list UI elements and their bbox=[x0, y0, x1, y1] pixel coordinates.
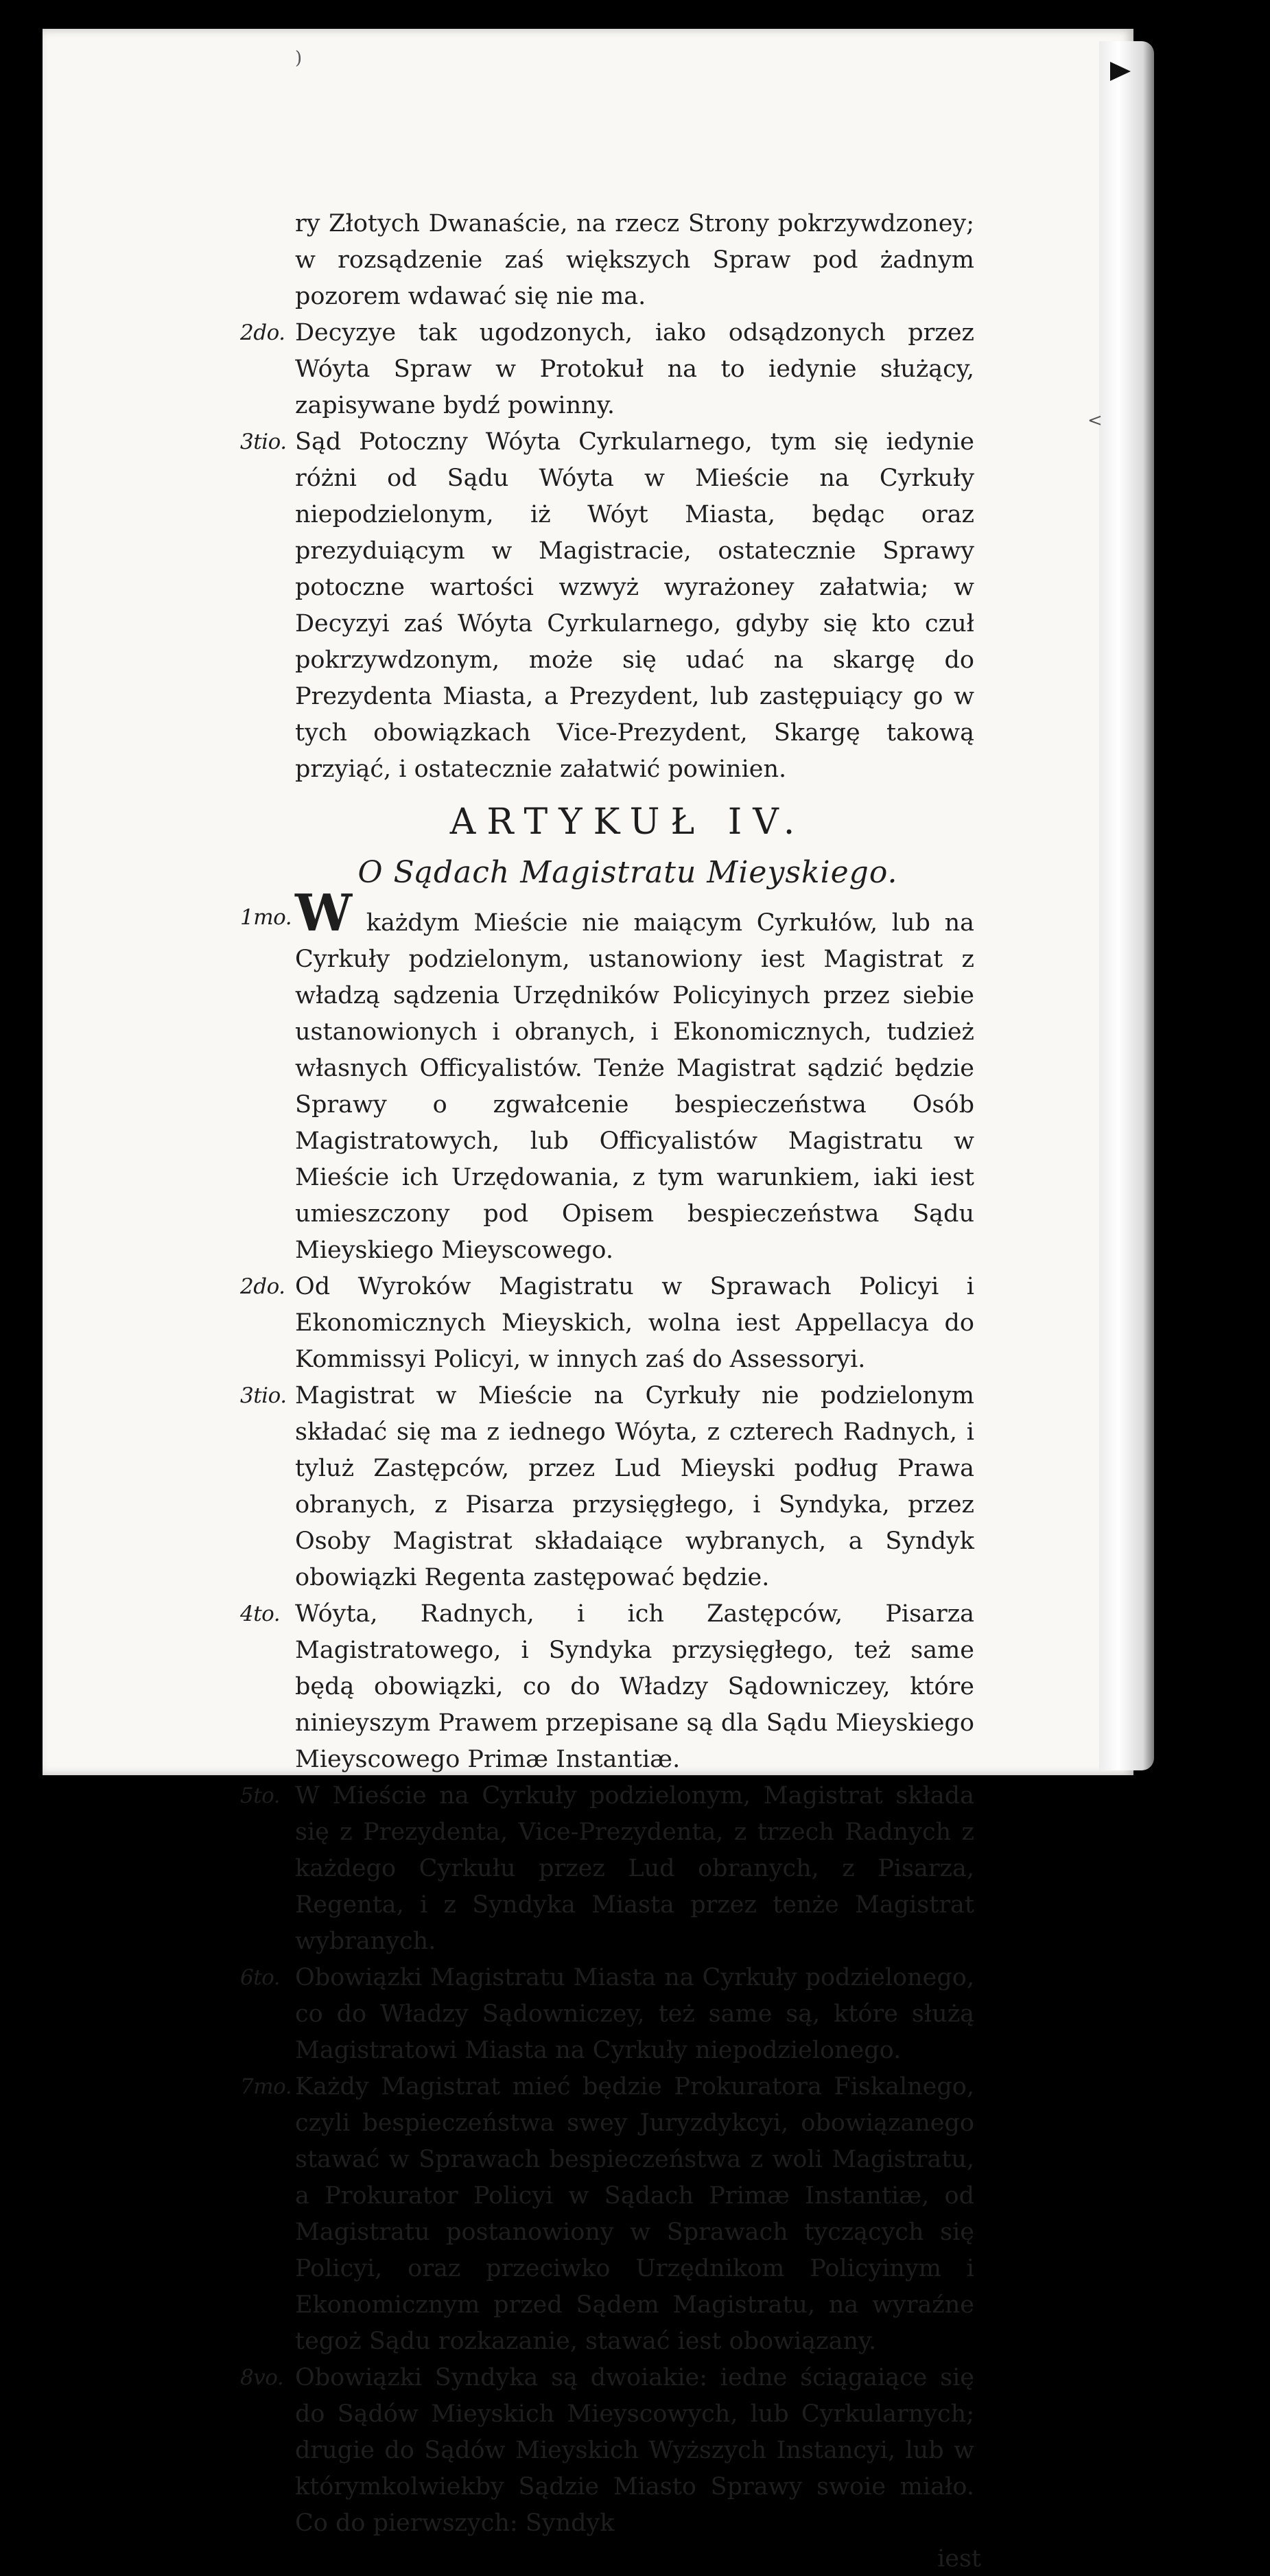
paragraph-number: 3tio. bbox=[240, 430, 287, 454]
margin-speck: ) bbox=[295, 48, 303, 69]
paragraph-top-3 bbox=[240, 424, 974, 788]
paragraph-number: 8vo. bbox=[240, 2365, 284, 2390]
paragraph-text: Każdy Magistrat mieć będzie Prokuratora Fiskalnego, czyli bespieczeństwa swey Juryzdykcyi, obowiązanego stawać w Sprawach bespieczeństwa z woli Magistratu, a Prokurator Policyi w Sądach Primæ Instantiæ, od Magistratu postanowiony w Sprawach tyczących się Policyi, oraz przeciwko Urzędnikom Policyinym i Ekonomicznym przed Sądem Magistratu, na wyraźne tegoż Sądu rozkazanie, stawać iest obowiązany. bbox=[295, 2073, 974, 2355]
paragraph-top-2 bbox=[240, 315, 974, 424]
paragraph-4 bbox=[240, 1596, 974, 1778]
paragraph-number: 3tio. bbox=[240, 1383, 287, 1408]
catchword: iest bbox=[937, 2545, 981, 2573]
page-text bbox=[240, 206, 981, 2576]
paragraph-text: Obowiązki Magistratu Miasta na Cyrkuły podzielonego, co do Władzy Sądowniczey, też same są, które służą Magistratowi Miasta na Cyrkuły niepodzielonego. bbox=[295, 1964, 974, 2064]
paragraph-3 bbox=[240, 1378, 974, 1596]
paragraph-text: ry Złotych Dwanaście, na rzecz Strony pokrzywdzoney; w rozsądzenie zaś większych Spraw pod żadnym pozorem wdawać się nie ma. bbox=[295, 210, 974, 310]
paragraph-text: Sąd Potoczny Wóyta Cyrkularnego, tym się iedynie różni od Sądu Wóyta w Mieście na Cyrkuły niepodzielonym, iż Wóyt Miasta, będąc oraz prezyduiącym w Magistracie, ostatecznie Sprawy potoczne wartości wzwyż wyrażoney załatwia; w Decyzyi zaś Wóyta Cyrkularnego, gdyby się kto czuł pokrzywdzonym, może się udać na skargę do Prezydenta Miasta, a Prezydent, lub zastępuiący go w tych obowiązkach Vice-Prezydent, Skargę takową przyiąć, i ostatecznie załatwić powinien. bbox=[295, 428, 974, 783]
paragraph-text: Magistrat w Mieście na Cyrkuły nie podzielonym składać się ma z iednego Wóyta, z czterech Radnych, i tyluż Zastępców, przez Lud Mieyski podług Prawa obranych, z Pisarza przysięgłego, i Syndyka, przez Osoby Magistrat składaiące wybranych, a Syndyk obowiązki Regenta zastępować będzie. bbox=[295, 1382, 974, 1591]
paragraph-text: Obowiązki Syndyka są dwoiakie: iedne ściągaiące się do Sądów Mieyskich Mieyscowych, lub Cyrkularnych; drugie do Sądów Mieyskich Wyższych Instancyi, lub w którymkolwiekby Sądzie Miasto Sprawy swoie miało. Co do pierwszych: Syndyk bbox=[295, 2364, 974, 2537]
paragraph-top-1 bbox=[240, 206, 974, 315]
paragraph-text: Decyzye tak ugodzonych, iako odsądzonych przez Wóyta Spraw w Protokuł na to iedynie służący, zapisywane bydź powinny. bbox=[295, 319, 974, 419]
paragraph-number: 4to. bbox=[240, 1602, 281, 1626]
article-heading: ARTYKUŁ IV. bbox=[449, 801, 806, 843]
paragraph-text: Od Wyroków Magistratu w Sprawach Policyi i Ekonomicznych Mieyskich, wolna iest Appellacya do Kommissyi Policyi, w innych zaś do Assessoryi. bbox=[295, 1273, 974, 1373]
paragraph-2 bbox=[240, 1269, 974, 1378]
paragraph-8 bbox=[240, 2360, 974, 2542]
paragraph-1 bbox=[240, 884, 974, 1269]
paragraph-number: 2do. bbox=[240, 320, 285, 345]
drop-cap: W bbox=[295, 884, 353, 943]
paragraph-text: każdym Mieście nie maiącym Cyrkułów, lub na Cyrkuły podzielonym, ustanowiony iest Magistrat z władzą sądzenia Urzędników Policyinych przez siebie ustanowionych i obranych, i Ekonomicznych, tudzież własnych Officyalistów. Tenże Magistrat sądzić będzie Sprawy o zgwałcenie bespieczeństwa Osób Magistratowych, lub Officyalistów Magistratu w Mieście ich Urzędowania, z tym warunkiem, iaki iest umieszczony pod Opisem bespieczeństwa Sądu Mieyskiego Mieyscowego. bbox=[295, 909, 974, 1264]
paragraph-number: 2do. bbox=[240, 1274, 285, 1299]
margin-speck: < bbox=[1087, 410, 1103, 431]
paragraph-text: Wóyta, Radnych, i ich Zastępców, Pisarza Magistratowego, i Syndyka przysięgłego, też same będą obowiązki, co do Władzy Sądowniczey, które ninieyszym Prawem przepisane są dla Sądu Mieyskiego Mieyscowego Primæ Instantiæ. bbox=[295, 1600, 974, 1773]
page-edge-marker bbox=[1110, 62, 1131, 81]
page-curl bbox=[1099, 41, 1154, 1770]
paragraph-number: 7mo. bbox=[240, 2074, 292, 2099]
paragraph-6 bbox=[240, 1960, 974, 2069]
paragraph-7 bbox=[240, 2069, 974, 2360]
article-subheading: O Sądach Magistratu Mieyskiego. bbox=[357, 855, 898, 890]
paragraph-number: 1mo. bbox=[240, 905, 292, 930]
paragraph-number: 5to. bbox=[240, 1783, 281, 1808]
paragraph-text: W Mieście na Cyrkuły podzielonym, Magistrat składa się z Prezydenta, Vice-Prezydenta, z trzech Radnych z każdego Cyrkułu przez Lud obranych, z Pisarza, Regenta, i z Syndyka Miasta przez tenże Magistrat wybranych. bbox=[295, 1782, 974, 1955]
paragraph-number: 6to. bbox=[240, 1965, 281, 1990]
paragraph-5 bbox=[240, 1778, 974, 1960]
